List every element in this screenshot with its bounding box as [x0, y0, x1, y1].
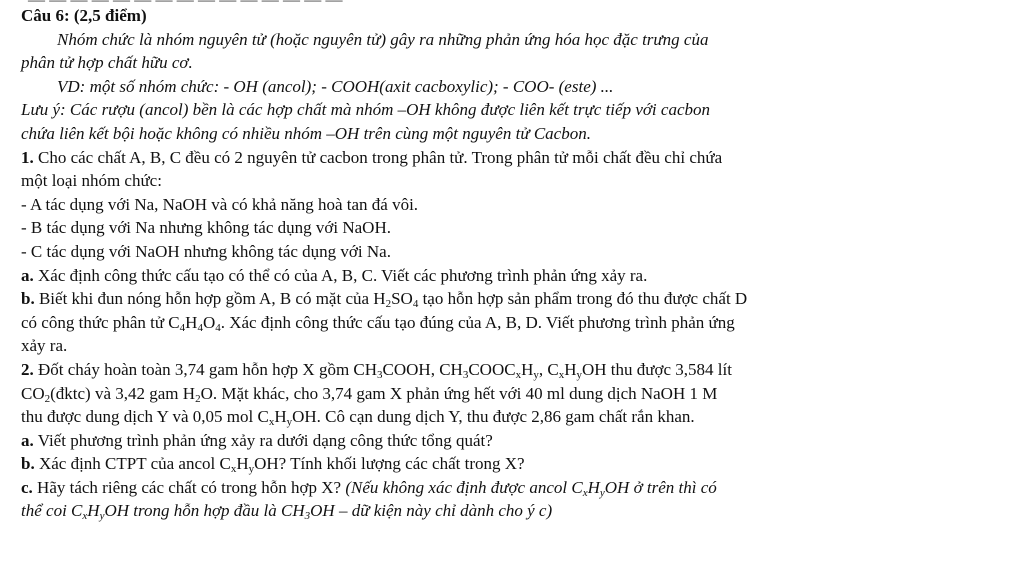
condition-b: - B tác dụng với Na nhưng không tác dụng với NaOH. — [21, 218, 391, 238]
subscript: y — [533, 368, 539, 381]
subscript: 3 — [377, 368, 383, 381]
text: OH? Tính khối lượng các chất trong X? — [254, 454, 525, 474]
subscript: y — [248, 463, 255, 476]
text: có công thức phân tử C — [21, 312, 180, 332]
subscript: 2 — [385, 298, 392, 311]
part-1a-label: a. — [21, 265, 34, 285]
condition-c: - C tác dụng với NaOH nhưng không tác dụng với Na. — [21, 241, 391, 261]
subscript: y — [286, 416, 293, 429]
text: OH trong hỗn hợp đầu là CH — [104, 501, 305, 521]
part-2-line-2 — [21, 382, 996, 406]
text: SO — [391, 289, 413, 309]
subscript: x — [82, 510, 88, 523]
subscript: 3 — [304, 510, 311, 523]
example-line: VD: một số nhóm chức: - OH (ancol); - COOH(axit cacboxylic); - COO- (este) ... — [57, 76, 614, 96]
subscript: 2 — [195, 392, 201, 405]
subscript: y — [99, 510, 105, 523]
part-1a-text: Xác định công thức cấu tạo có thể có của A, B, C. Viết các phương trình phản ứng xảy ra. — [33, 265, 648, 285]
text: (đktc) và 3,42 gam H — [50, 383, 196, 403]
text: Đốt cháy hoàn toàn 3,74 gam hỗn hợp X gồm CH — [33, 359, 378, 379]
text: O — [202, 312, 216, 332]
part-2c-line-2 — [21, 499, 996, 523]
note-line-2: chứa liên kết bội hoặc không có nhiều nhóm –OH trên cùng một nguyên tử Cacbon. — [21, 123, 591, 143]
text: Biết khi đun nóng hỗn hợp gồm A, B có mặt của H — [34, 289, 386, 309]
text: OH thu được 3,584 lít — [581, 359, 732, 379]
part-1-line-2: một loại nhóm chức: — [21, 171, 162, 191]
condition-a: - A tác dụng với Na, NaOH và có khả năng hoà tan đá vôi. — [21, 194, 419, 214]
text: H — [521, 359, 534, 379]
subscript: x — [515, 368, 522, 381]
part-1b-line-1 — [21, 287, 996, 311]
subscript: x — [230, 463, 237, 476]
part-1b-line-3: xảy ra. — [21, 336, 68, 356]
part-1b-label: b. — [21, 289, 35, 309]
text: tạo hỗn hợp sản phẩm trong đó thu được chất D — [418, 289, 748, 309]
subscript: y — [576, 368, 582, 381]
note-line-1: Lưu ý: Các rượu (ancol) bền là các hợp chất mà nhóm –OH không được liên kết trực tiếp với cacbon — [21, 100, 710, 120]
subscript: x — [582, 486, 588, 499]
part-1-line-1 — [21, 146, 996, 170]
part-2c-label: c. — [21, 477, 33, 497]
text: H — [274, 407, 287, 427]
subscript: 2 — [44, 392, 51, 405]
subscript: 4 — [412, 298, 419, 311]
text: H — [587, 477, 600, 497]
text: thu được dung dịch Y và 0,05 mol C — [21, 407, 269, 427]
text: OH ở trên thì có — [604, 477, 717, 497]
part-2b — [21, 452, 996, 476]
definition-line-2: phân tử hợp chất hữu cơ. — [21, 53, 193, 73]
text: H — [185, 312, 198, 332]
text: COOH, CH — [382, 359, 463, 379]
text: , C — [538, 359, 559, 379]
subscript: x — [268, 416, 275, 429]
subscript: y — [599, 486, 605, 499]
text: CO — [21, 383, 45, 403]
subscript: 4 — [179, 321, 186, 334]
text: H — [87, 501, 100, 521]
text: . Xác định công thức cấu tạo đúng của A, B, D. Viết phương trình phản ứng — [220, 312, 735, 332]
part-2-line-1 — [21, 358, 996, 382]
subscript: 4 — [197, 321, 203, 334]
subscript: 3 — [462, 368, 469, 381]
part-1-text: Cho các chất A, B, C đều có 2 nguyên tử cacbon trong phân tử. Trong phân tử mỗi chất đều chỉ chứa — [33, 147, 723, 167]
text: Xác định CTPT của ancol C — [34, 454, 231, 474]
text: OH. Cô cạn dung dịch Y, thu được 2,86 gam chất rắn khan. — [292, 407, 695, 427]
cropped-previous-line — [28, 0, 1008, 2]
text: H — [564, 359, 577, 379]
part-1a — [21, 264, 996, 288]
part-2b-label: b. — [21, 454, 35, 474]
part-2a — [21, 429, 996, 453]
text: H — [236, 454, 249, 474]
text: thể coi C — [21, 501, 83, 521]
part-2a-label: a. — [21, 430, 34, 450]
text: (Nếu không xác định được ancol C — [345, 477, 583, 497]
text: OH – dữ kiện này chỉ dành cho ý c) — [310, 501, 553, 521]
text: Hãy tách riêng các chất có trong hỗn hợp X? — [32, 477, 346, 497]
text: COOC — [468, 359, 516, 379]
part-2-line-3 — [21, 405, 996, 429]
part-2c-line-1 — [21, 476, 996, 500]
text: O. Mặt khác, cho 3,74 gam X phản ứng hết với 40 ml dung dịch NaOH 1 M — [200, 383, 718, 403]
part-1b-line-2 — [21, 311, 996, 335]
subscript: 4 — [215, 321, 221, 334]
subscript: x — [558, 368, 565, 381]
part-2a-text: Viết phương trình phản ứng xảy ra dưới dạng công thức tổng quát? — [33, 430, 493, 450]
question-body — [21, 4, 996, 523]
definition-line-1: Nhóm chức là nhóm nguyên tử (hoặc nguyên tử) gây ra những phản ứng hóa học đặc trưng của — [57, 29, 709, 49]
question-title: Câu 6: (2,5 điểm) — [21, 6, 147, 25]
part-2-number: 2. — [21, 359, 34, 379]
part-1-number: 1. — [21, 147, 34, 167]
